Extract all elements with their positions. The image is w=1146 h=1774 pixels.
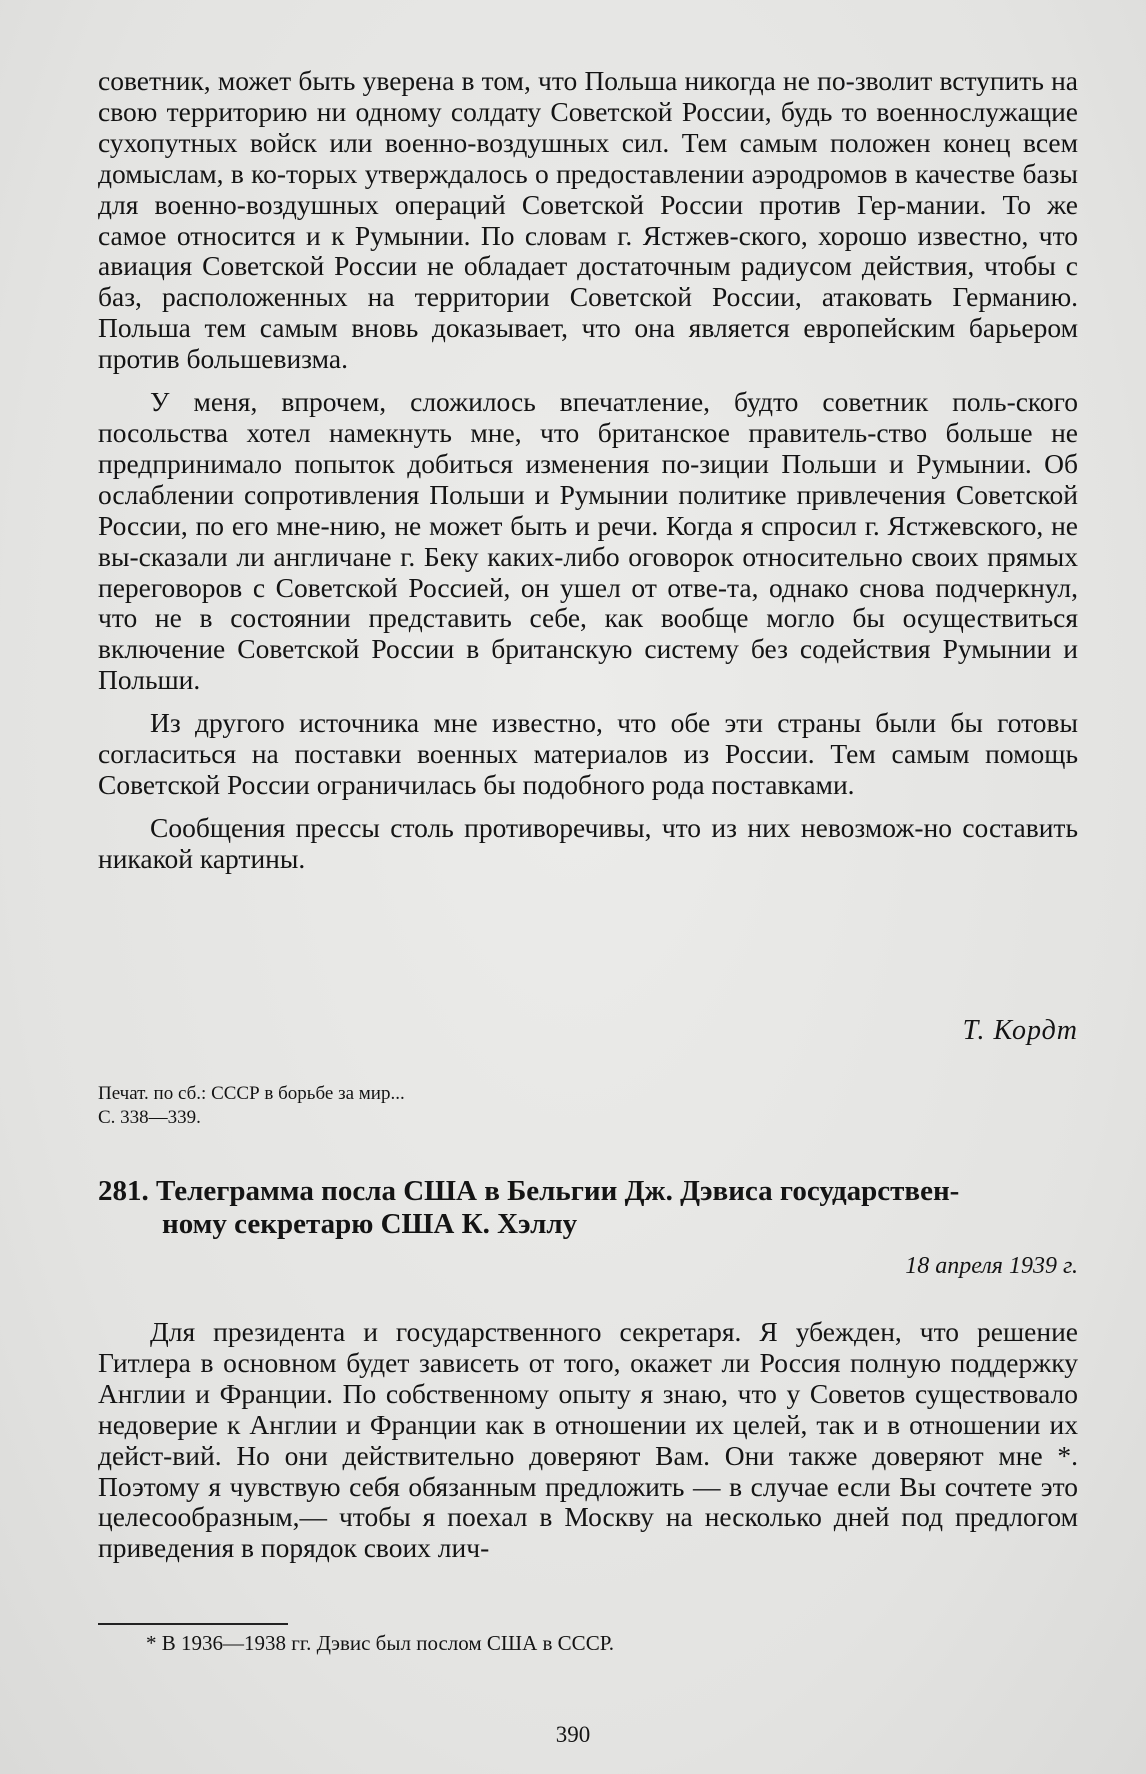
paragraph-2: У меня, впрочем, сложилось впечатление, будто советник поль-ского посольства хотел намекнуть мне, что британское правитель-ство больше не предпринимало попыток добиться изменения по-зиции Польши и Румынии. Об ослаблении сопротивления Польши и Румынии политике привлечения Советской России, по его мне-нию, не может быть и речи. Когда я спросил г. Ястжевского, не вы-сказали ли англичане г. Беку каких-либо оговорок относительно своих прямых переговоров с Советской Россией, он ушел от отве-та, однако снова подчеркнул, что не в состоянии представить себе, как вообще могло бы осуществиться включение Советской России в британскую систему без содействия Румынии и Польши. [98,386,1078,696]
paragraph-3: Из другого источника мне известно, что обе эти страны были бы готовы согласиться на поставки военных материалов из России. Тем самым помощь Советской России ограничилась бы подобного рода поставками. [98,707,1078,800]
document-body [98,66,1078,875]
telegram-body [98,1317,1078,1564]
source-citation [98,1082,405,1130]
signature: Т. Кордт [962,1015,1078,1046]
paragraph-1: советник, может быть уверена в том, что Польша никогда не по-зволит вступить на свою территорию ни одному солдату Советской России, будь то военнослужащие сухопутных войск или военно-воздушных сил. Тем самым положен конец всем домыслам, в ко-торых утверждалось о предоставлении аэродромов в качестве базы для военно-воздушных операций Советской России против Гер-мании. То же самое относится и к Румынии. По словам г. Ястжев-ского, хорошо известно, что авиация Советской России не обладает достаточным радиусом действия, чтобы с баз, расположенных на территории Советской России, атаковать Германию. Польша тем самым вновь доказывает, что она является европейским барьером против большевизма. [98,65,1078,375]
telegram-paragraph: Для президента и государственного секретаря. Я убежден, что решение Гитлера в основном будет зависеть от того, окажет ли Россия полную поддержку Англии и Франции. По собственному опыту я знаю, что у Советов существовало недоверие к Англии и Франции как в отношении их целей, так и в отношении их дейст-вий. Но они действительно доверяют Вам. Они также доверяют мне *. Поэтому я чувствую себя обязанным предложить — в случае если Вы сочтете это целесообразным,— чтобы я поехал в Москву на несколько дней под предлогом приведения в порядок своих лич- [98,1316,1078,1564]
source-line-2: С. 338—339. [98,1107,201,1128]
heading-line-1: Телеграмма посла США в Бельгии Дж. Дэвиса государствен- [156,1175,960,1207]
footnote: * В 1936—1938 гг. Дэвис был послом США в СССР. [146,1631,614,1655]
document-heading [98,1175,1078,1241]
source-line-1: Печат. по сб.: СССР в борьбе за мир... [98,1083,405,1104]
paragraph-4: Сообщения прессы столь противоречивы, что из них невозмож-но составить никакой картины. [98,811,1078,874]
document-date: 18 апреля 1939 г. [905,1253,1078,1279]
page-number: 390 [555,1722,591,1747]
heading-line-2: ному секретарю США К. Хэллу [162,1208,578,1240]
footnote-divider [98,1623,288,1625]
document-number: 281. [98,1175,149,1207]
